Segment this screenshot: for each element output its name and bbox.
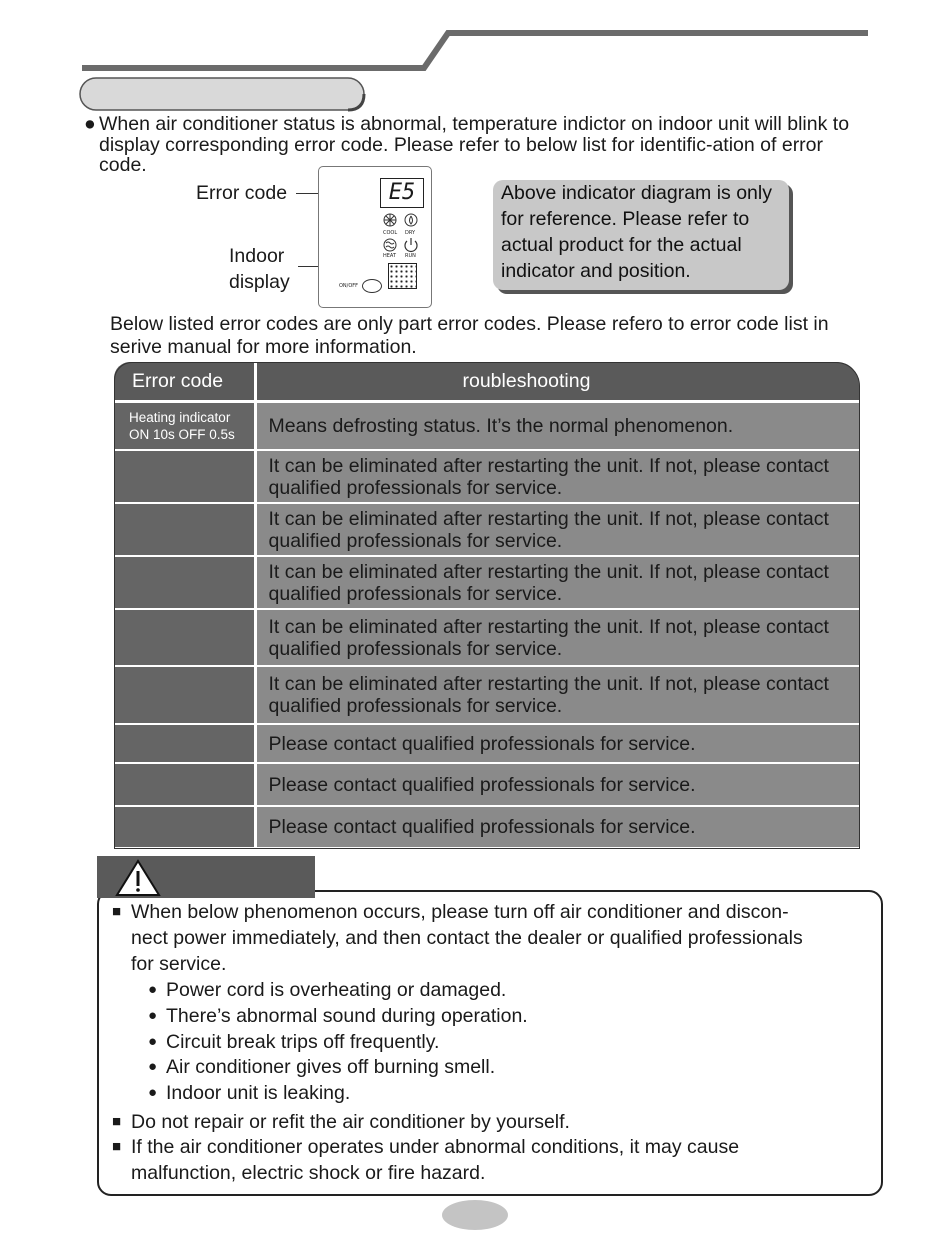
- section-title-pill: [80, 78, 364, 110]
- table-row: [114, 450, 859, 503]
- bullet-icon: ●: [84, 113, 96, 135]
- error-code-cell: [114, 503, 255, 556]
- error-code-label: Error code: [196, 182, 288, 204]
- troubleshooting-cell: It can be eliminated after restarting the unit. If not, please contact qualified professionals for service.: [255, 609, 859, 666]
- sub-bullet: ●: [148, 1033, 158, 1050]
- run-label: RUN: [405, 253, 416, 259]
- error-code-intro: Below listed error codes are only part error codes. Please refero to error code list in serive manual for more information.: [110, 313, 829, 358]
- troubleshooting-cell: It can be eliminated after restarting the unit. If not, please contact qualified professionals for service.: [255, 503, 859, 556]
- reference-note: [493, 180, 789, 290]
- page-number-pill: [442, 1200, 508, 1230]
- troubleshooting-cell: It can be eliminated after restarting the unit. If not, please contact qualified professionals for service.: [255, 556, 859, 609]
- cool-label: COOL: [383, 230, 398, 236]
- header-troubleshooting: roubleshooting: [255, 362, 859, 400]
- note-line: actual product for the actual: [501, 234, 742, 256]
- warning-subitem: There’s abnormal sound during operation.: [166, 1005, 528, 1027]
- error-code-cell: [114, 724, 255, 763]
- table-row: [114, 556, 859, 609]
- note-line: Above indicator diagram is only: [501, 182, 772, 204]
- header-error-code: Error code: [114, 362, 255, 400]
- troubleshooting-cell: It can be eliminated after restarting the unit. If not, please contact qualified professionals for service.: [255, 666, 859, 724]
- error-code-table: [114, 362, 859, 849]
- error-code-cell: [114, 556, 255, 609]
- warning-text-line: nect power immediately, and then contact the dealer or qualified professionals: [131, 927, 803, 949]
- error-code-cell: [114, 450, 255, 503]
- troubleshooting-cell: It can be eliminated after restarting the unit. If not, please contact qualified professionals for service.: [255, 450, 859, 503]
- indoor-label: Indoor: [229, 245, 285, 267]
- receiver-window: [388, 263, 417, 289]
- note-line: indicator and position.: [501, 260, 691, 282]
- warning-bullet: ■: [112, 1113, 122, 1130]
- heat-label: HEAT: [383, 253, 397, 259]
- table-header: [114, 362, 859, 400]
- table-row: [114, 403, 859, 450]
- table-row: [114, 666, 859, 724]
- troubleshooting-cell: Please contact qualified professionals for service.: [255, 806, 859, 848]
- warning-subitem: Power cord is overheating or damaged.: [166, 979, 507, 1001]
- intro-paragraph: [84, 114, 874, 176]
- table-row: [114, 503, 859, 556]
- troubleshooting-cell: Means defrosting status. It’s the normal phenomenon.: [255, 403, 859, 450]
- error-code-cell: Heating indicator ON 10s OFF 0.5s: [114, 403, 255, 450]
- dry-icon: [405, 214, 417, 226]
- run-icon: [405, 238, 417, 251]
- sub-bullet: ●: [148, 1084, 158, 1101]
- warning-text-line: for service.: [131, 953, 227, 975]
- table-row: [114, 763, 859, 806]
- heat-icon: [384, 239, 396, 251]
- warning-subitem: Indoor unit is leaking.: [166, 1082, 351, 1104]
- dry-label: DRY: [405, 230, 416, 236]
- table-row: [114, 609, 859, 666]
- warning-text-line: Do not repair or refit the air conditioner by yourself.: [131, 1111, 570, 1133]
- note-line: for reference. Please refer to: [501, 208, 750, 230]
- error-code-cell: [114, 666, 255, 724]
- warning-text-line: malfunction, electric shock or fire hazard.: [131, 1162, 486, 1184]
- onoff-label: ON/OFF: [339, 283, 359, 289]
- sub-bullet: ●: [148, 981, 158, 998]
- warning-bullet: ■: [112, 903, 122, 920]
- warning-text-line: If the air conditioner operates under abnormal conditions, it may cause: [131, 1136, 740, 1158]
- error-code-cell: [114, 609, 255, 666]
- warning-text-line: When below phenomenon occurs, please turn off air conditioner and discon-: [131, 901, 789, 923]
- troubleshooting-cell: Please contact qualified professionals for service.: [255, 763, 859, 806]
- warning-bullet: ■: [112, 1138, 122, 1155]
- warning-triangle-icon: [114, 858, 162, 898]
- error-code-cell: [114, 806, 255, 848]
- display-label: display: [229, 271, 290, 293]
- table-row: [114, 806, 859, 848]
- table-row: [114, 724, 859, 763]
- troubleshooting-cell: Please contact qualified professionals for service.: [255, 724, 859, 763]
- error-code-cell: [114, 763, 255, 806]
- intro-text: When air conditioner status is abnormal, temperature indictor on indoor unit will blink to display corresponding error code. Please refer to below list for identific-ation of error code.: [99, 113, 850, 176]
- error-code-display: E5: [380, 178, 424, 208]
- cool-icon: [384, 214, 396, 226]
- onoff-button[interactable]: [362, 279, 382, 293]
- warning-subitem: Air conditioner gives off burning smell.: [166, 1056, 496, 1078]
- warning-subitem: Circuit break trips off frequently.: [166, 1031, 440, 1053]
- sub-bullet: ●: [148, 1058, 158, 1075]
- sub-bullet: ●: [148, 1007, 158, 1024]
